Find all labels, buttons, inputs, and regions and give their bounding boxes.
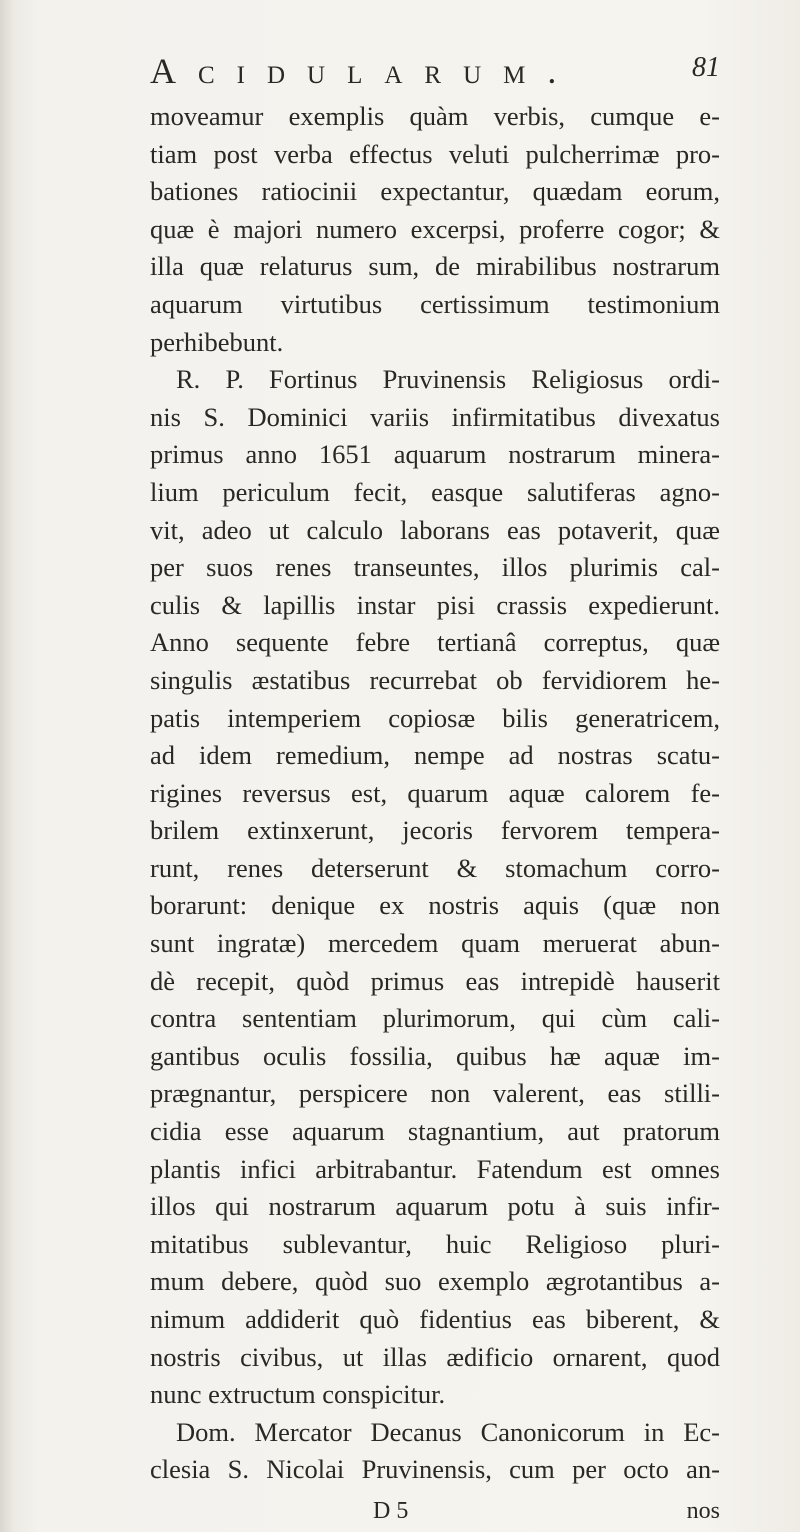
gutter-shadow [0,0,14,1532]
text-line: contra sententiam plurimorum, qui cùm cali- [150,1003,720,1034]
text-line: runt, renes deterserunt & stomachum corro- [150,852,720,883]
text-line: illa quæ relaturus sum, de mirabilibus nostrarum [150,251,720,282]
text-line: Anno sequente febre tertianâ correptus, quæ [150,627,720,658]
text-line: prægnantur, perspicere non valerent, eas stilli- [150,1078,720,1109]
text-line: patis intemperiem copiosæ bilis generatricem, [150,702,720,733]
text-line: tiam post verba effectus veluti pulcherrimæ pro- [150,138,720,169]
text-line: cidia esse aquarum stagnantium, aut pratorum [150,1116,720,1147]
page-footer [150,1498,720,1532]
text-line: plantis infici arbitrabantur. Fatendum est omnes [150,1153,720,1184]
text-line: quæ è majori numero excerpsi, proferre cogor; & [150,213,720,244]
text-line: nis S. Dominici variis infirmitatibus divexatus [150,401,720,432]
text-line: Dom. Mercator Decanus Canonicorum in Ec- [176,1416,720,1447]
text-line: ad idem remedium, nempe ad nostras scatu- [150,740,720,771]
text-line: singulis æstatibus recurrebat ob fervidiorem he- [150,664,720,695]
text-line: clesia S. Nicolai Pruvinensis, cum per octo an- [150,1454,720,1485]
text-line: vit, adeo ut calculo laborans eas potaverit, quæ [150,514,720,545]
running-title: Acidularum. [150,51,579,91]
text-line: brilem extinxerunt, jecoris fervorem tempera- [150,815,720,846]
text-line: nunc extructum conspicitur. [150,1379,446,1410]
text-line: primus anno 1651 aquarum nostrarum minera- [150,439,720,470]
page-header [150,50,720,90]
text-line: mitatibus sublevantur, huic Religioso pluri- [150,1228,720,1259]
text-line: culis & lapillis instar pisi crassis expedierunt. [150,589,720,620]
page-number: 81 [692,52,720,83]
text-line: nimum addiderit quò fidentius eas biberent, & [150,1304,720,1334]
signature-mark: D 5 [373,1498,409,1524]
text-line: gantibus oculis fossilia, quibus hæ aquæ im- [150,1040,720,1071]
text-line: R. P. Fortinus Pruvinensis Religiosus ordi- [176,364,720,395]
text-line: mum debere, quòd suo exemplo ægrotantibus a- [150,1266,720,1297]
text-line: perhibebunt. [150,326,284,357]
text-line: moveamur exemplis quàm verbis, cumque e- [150,101,720,131]
text-line: sunt ingratæ) mercedem quam meruerat abun- [150,928,720,959]
text-line: aquarum virtutibus certissimum testimonium [150,288,720,319]
text-line: lium periculum fecit, easque salutiferas agno- [150,476,720,507]
text-line: rigines reversus est, quarum aquæ calorem fe- [150,777,720,808]
text-line: nostris civibus, ut illas ædificio ornarent, quod [150,1341,720,1372]
body-text [150,98,720,1489]
text-line: bationes ratiocinii expectantur, quædam eorum, [150,176,720,207]
catchword: nos [686,1498,720,1524]
text-line: dè recepit, quòd primus eas intrepidè hauserit [150,965,720,996]
text-line: borarunt: denique ex nostris aquis (quæ non [150,890,720,921]
text-line: per suos renes transeuntes, illos plurimis cal- [150,552,720,583]
text-line: illos qui nostrarum aquarum potu à suis infir- [150,1191,720,1222]
